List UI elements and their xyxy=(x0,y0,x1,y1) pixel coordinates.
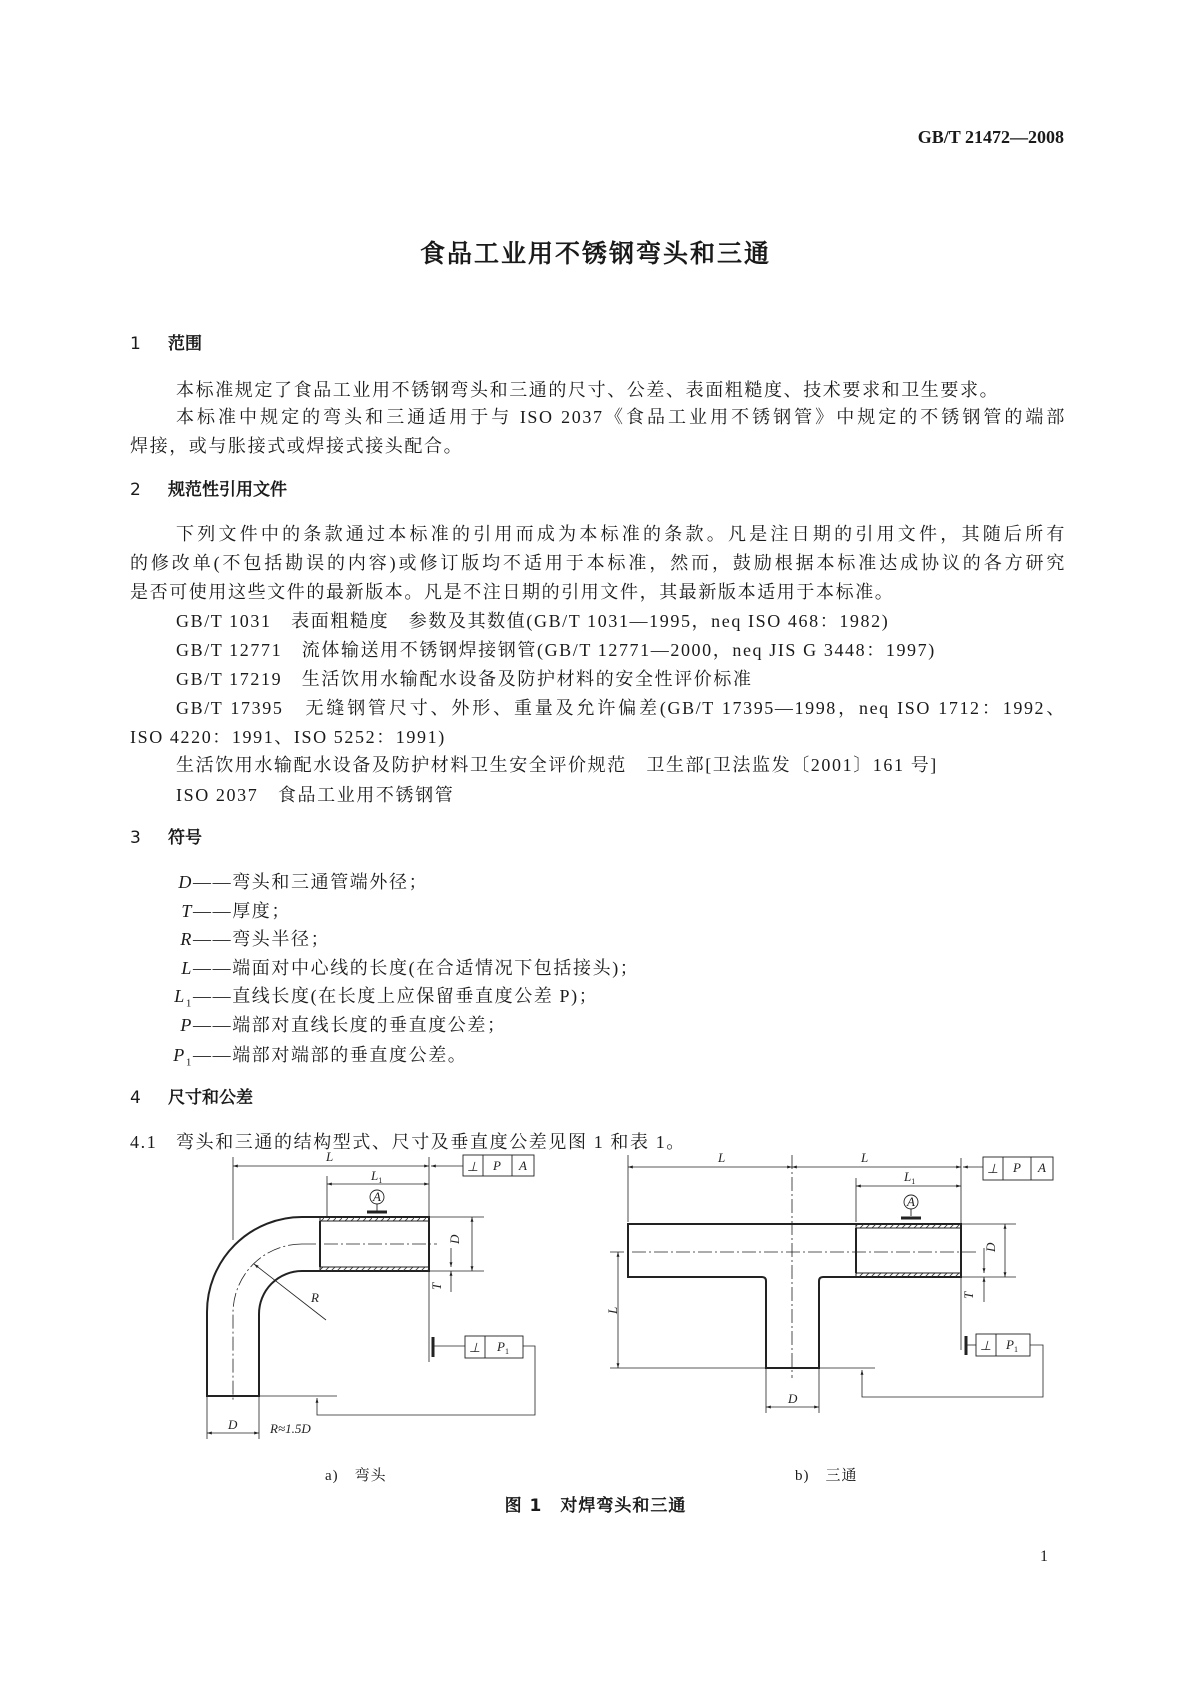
symbol-description: ——弯头半径； xyxy=(193,929,331,949)
symbol-description: ——直线长度(在长度上应保留垂直度公差 P)； xyxy=(193,986,599,1006)
standard-number: GB/T 21472—2008 xyxy=(917,127,1064,147)
tolerance-P1: $P_1$ xyxy=(497,1339,509,1356)
dim-label-L1: $L_1$ xyxy=(371,1168,383,1185)
tolerance-P1: $P_1$ xyxy=(1006,1337,1018,1354)
dim-label-R: R xyxy=(311,1290,319,1305)
paragraph-line: 焊接，或与胀接式或焊接式接头配合。 xyxy=(130,436,464,456)
datum-ref-A: A xyxy=(1038,1160,1046,1175)
perpendicularity-symbol: ⊥ xyxy=(980,1338,992,1353)
caption-b: b) 三通 xyxy=(795,1468,858,1484)
paragraph-line: 本标准规定了食品工业用不锈钢弯头和三通的尺寸、公差、表面粗糙度、技术要求和卫生要求。 xyxy=(176,380,1000,400)
section-number: 4 xyxy=(130,1088,141,1108)
clause-text: 弯头和三通的结构型式、尺寸及垂直度公差见图 1 和表 1。 xyxy=(176,1132,686,1152)
reference-item: ISO 4220：1991、ISO 5252：1991) xyxy=(130,727,446,747)
symbol-description: ——厚度； xyxy=(193,901,291,921)
tolerance-P: P xyxy=(1013,1160,1021,1175)
symbol: $P_1$ xyxy=(173,1045,193,1069)
symbol: $L_1$ xyxy=(174,986,193,1010)
dim-label-L1: $L_1$ xyxy=(904,1169,916,1186)
tolerance-P: P xyxy=(493,1158,501,1173)
dim-label-L: L xyxy=(605,1306,620,1314)
section-number: 1 xyxy=(130,334,141,354)
elbow-drawing xyxy=(207,1155,535,1439)
caption-a: a) 弯头 xyxy=(325,1468,387,1484)
section-number: 3 xyxy=(130,828,141,848)
reference-item: GB/T 1031 表面粗糙度 参数及其数值(GB/T 1031—1995，neq ISO 468：1982) xyxy=(176,611,890,631)
paragraph-line: 是否可使用这些文件的最新版本。凡是不注日期的引用文件，其最新版本适用于本标准。 xyxy=(130,582,895,602)
section-title: 符号 xyxy=(168,828,202,848)
dim-label-D: D xyxy=(447,1234,462,1244)
symbol-description: ——端部对直线长度的垂直度公差； xyxy=(193,1015,507,1035)
reference-item: GB/T 17395 无缝钢管尺寸、外形、重量及允许偏差(GB/T 17395—1998，neq ISO 1712：1992、 xyxy=(176,698,1066,718)
tee-drawing xyxy=(610,1155,1053,1413)
dim-label-T: T xyxy=(961,1291,976,1299)
symbol: R xyxy=(180,929,193,949)
elbow-labels xyxy=(227,1149,527,1436)
section-title: 范围 xyxy=(168,334,202,354)
section-title: 尺寸和公差 xyxy=(168,1088,253,1108)
page-number: 1 xyxy=(1040,1548,1048,1565)
dim-label-D: D xyxy=(788,1391,798,1406)
symbol: P xyxy=(180,1015,193,1035)
perpendicularity-symbol: ⊥ xyxy=(467,1159,479,1174)
section-number: 2 xyxy=(130,480,141,500)
symbol: D xyxy=(178,872,193,892)
datum-ref-A: A xyxy=(519,1158,527,1173)
dim-label-L: L xyxy=(718,1150,726,1165)
dim-label-D: D xyxy=(983,1242,998,1252)
section-title: 规范性引用文件 xyxy=(168,480,287,500)
datum-label-A: A xyxy=(907,1194,915,1209)
symbol: T xyxy=(181,901,193,921)
reference-item: 生活饮用水输配水设备及防护材料卫生安全评价规范 卫生部[卫法监发〔2001〕161 号] xyxy=(176,755,938,775)
reference-item: ISO 2037 食品工业用不锈钢管 xyxy=(176,785,455,805)
dim-label-T: T xyxy=(429,1282,444,1290)
reference-item: GB/T 17219 生活饮用水输配水设备及防护材料的安全性评价标准 xyxy=(176,669,753,689)
reference-item: GB/T 12771 流体输送用不锈钢焊接钢管(GB/T 12771—2000，neq JIS G 3448：1997) xyxy=(176,640,936,660)
symbol-description: ——端部对端部的垂直度公差。 xyxy=(193,1045,468,1065)
symbol-description: ——弯头和三通管端外径； xyxy=(193,872,429,892)
paragraph-line: 本标准中规定的弯头和三通适用于与 ISO 2037《食品工业用不锈钢管》中规定的不锈钢管的端部 xyxy=(176,407,1066,427)
dim-label-D: D xyxy=(228,1417,238,1432)
symbol-description: ——端面对中心线的长度(在合适情况下包括接头)； xyxy=(193,958,640,978)
radius-note: R≈1.5D xyxy=(270,1421,311,1436)
perpendicularity-symbol: ⊥ xyxy=(987,1161,999,1176)
paragraph-line: 的修改单(不包括勘误的内容)或修订版均不适用于本标准，然而，鼓励根据本标准达成协议的各方研究 xyxy=(130,553,1066,573)
dim-label-L: L xyxy=(326,1149,334,1164)
paragraph-line: 下列文件中的条款通过本标准的引用而成为本标准的条款。凡是注日期的引用文件，其随后所有 xyxy=(176,524,1066,544)
figure-title: 图 1 对焊弯头和三通 xyxy=(504,1496,687,1516)
document-title: 食品工业用不锈钢弯头和三通 xyxy=(419,239,771,268)
perpendicularity-symbol: ⊥ xyxy=(469,1340,481,1355)
datum-label-A: A xyxy=(373,1189,381,1204)
symbol: L xyxy=(181,958,193,978)
clause-number: 4.1 xyxy=(130,1132,158,1152)
dim-label-L: L xyxy=(861,1150,869,1165)
